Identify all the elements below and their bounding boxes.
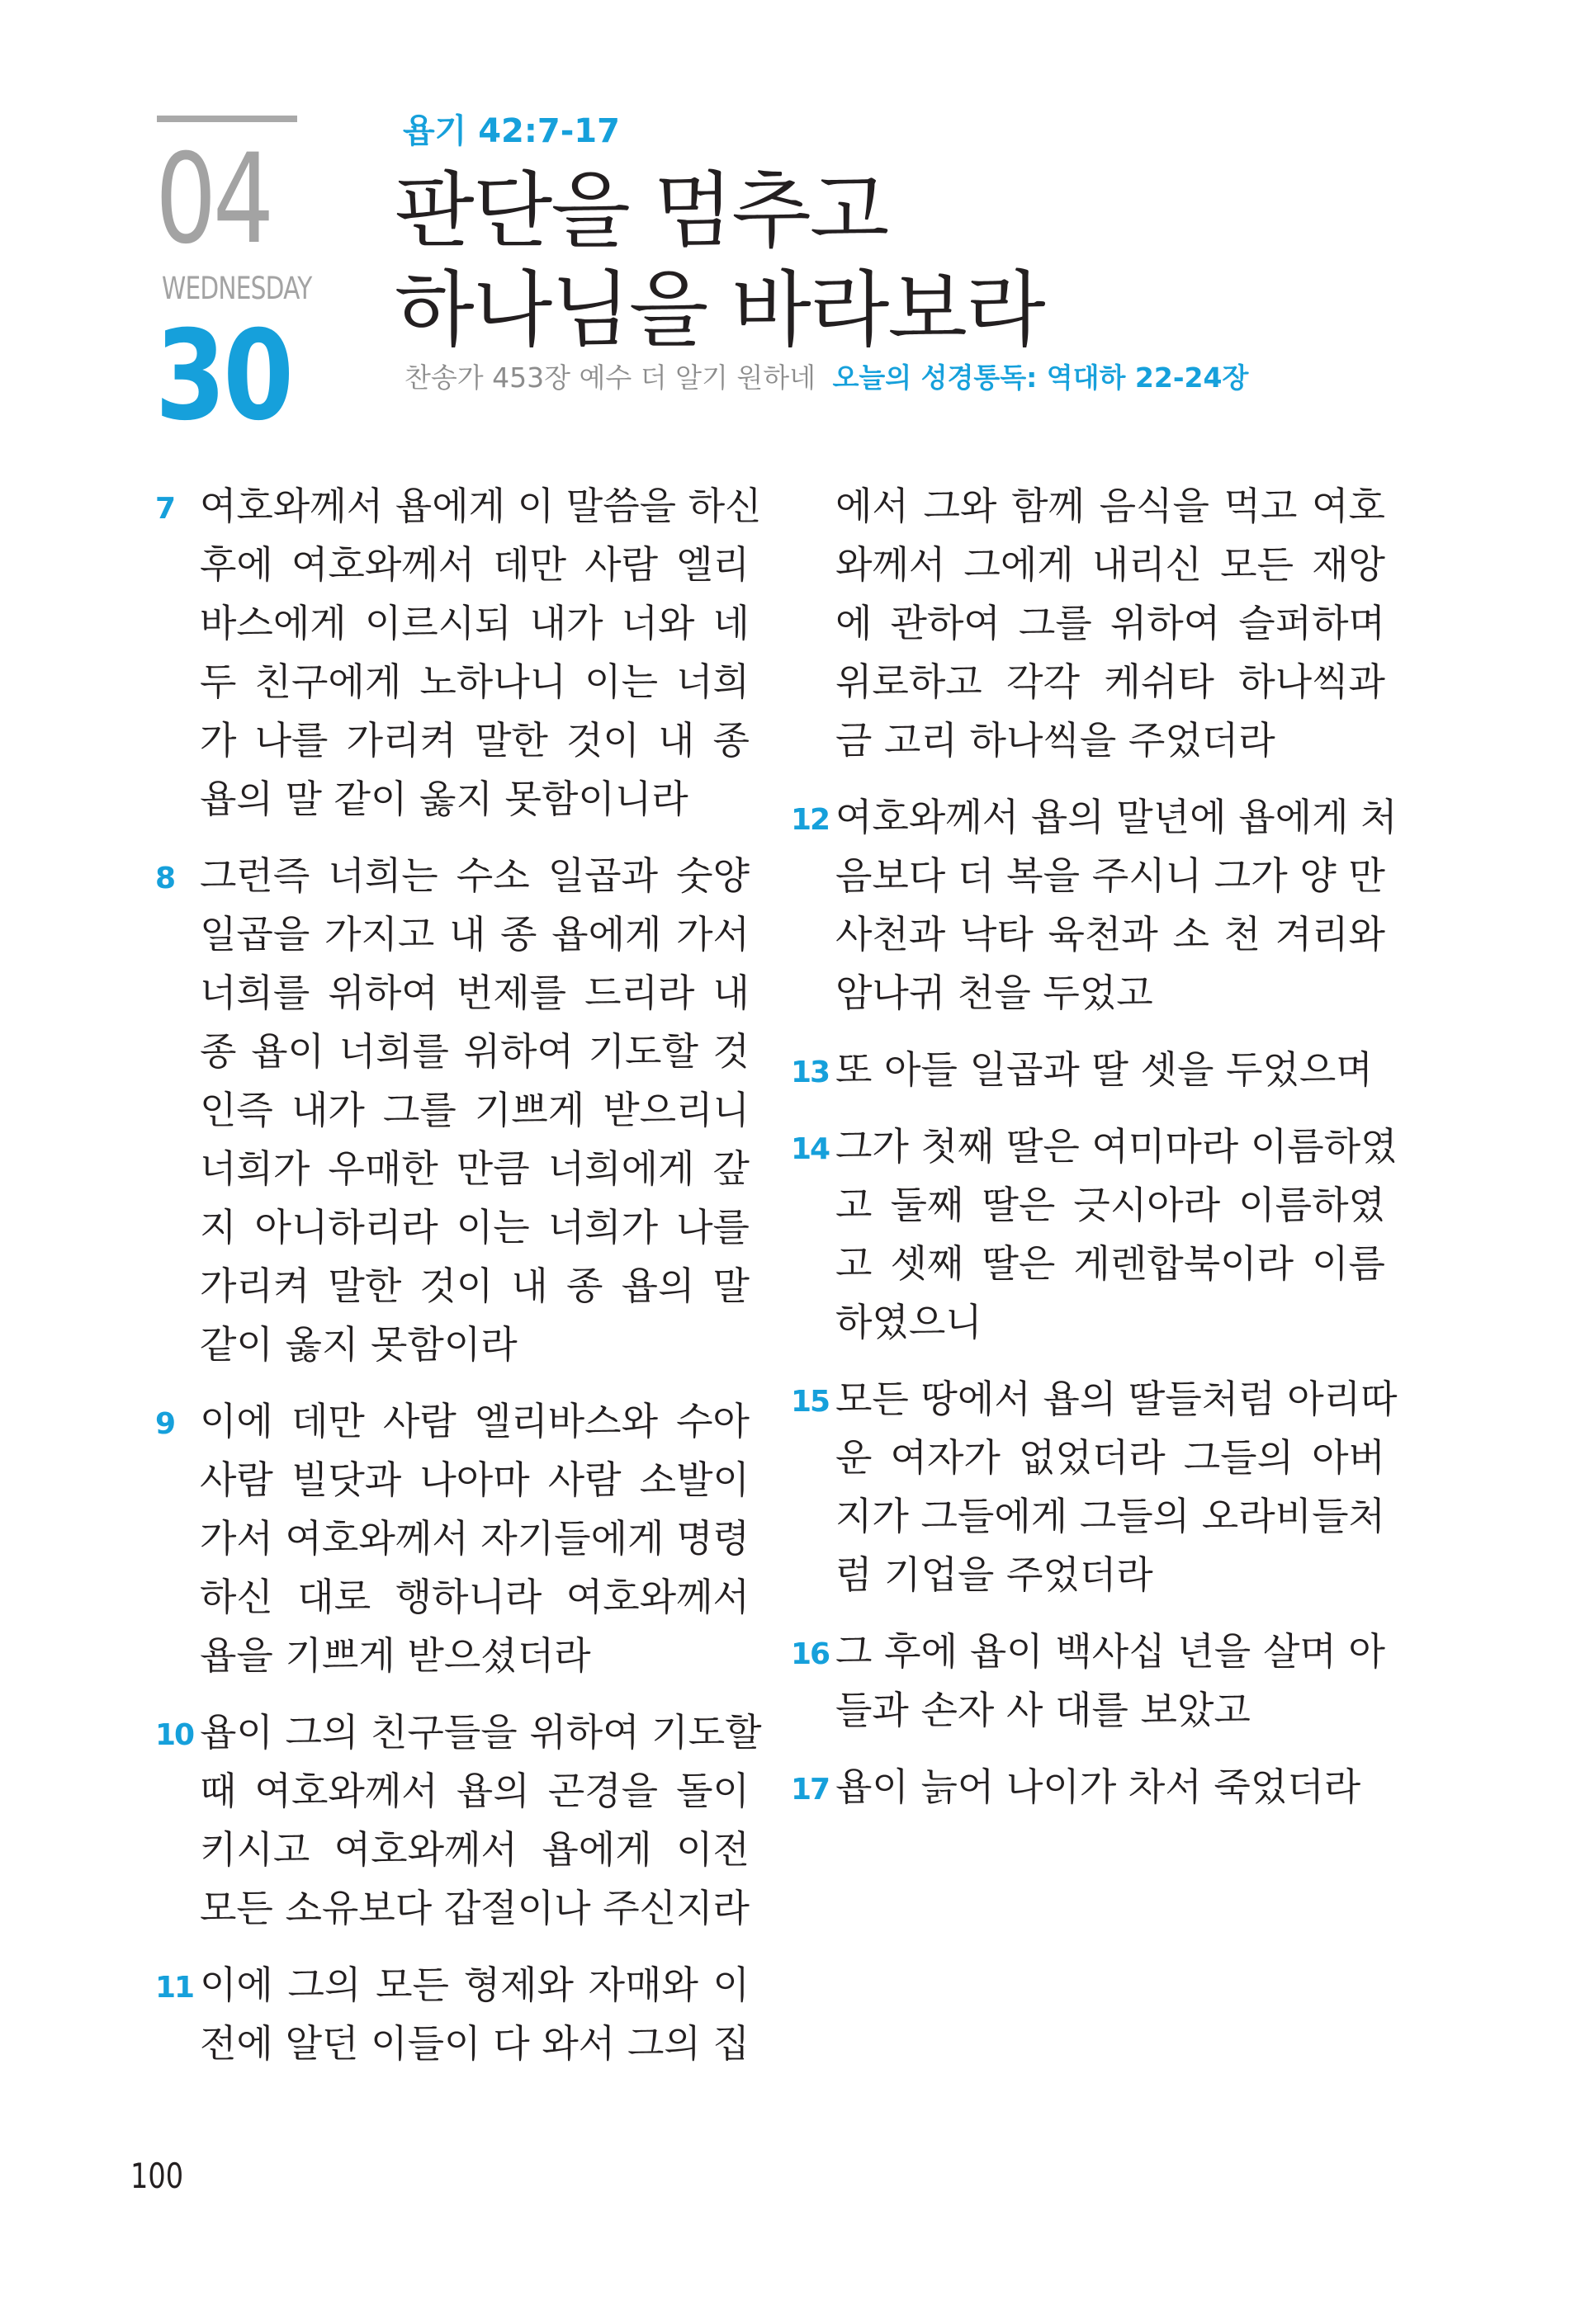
verse-line: 또 아들 일곱과 딸 셋을 두었으며 — [835, 1047, 1373, 1092]
verse-line: 모든 땅에서 욥의 딸들처럼 아리따 — [835, 1377, 1398, 1421]
verse-line: 가서 여호와께서 자기들에게 명령 — [200, 1516, 750, 1561]
verse-line: 그런즉 너희는 수소 일곱과 숫양 — [200, 853, 750, 898]
verse-line: 이에 그의 모든 형제와 자매와 이 — [200, 1963, 750, 2007]
verse-15 — [791, 1370, 1398, 1604]
verse-line: 고 셋째 딸은 게렌합북이라 이름 — [835, 1241, 1385, 1286]
verse-line: 욥의 말 같이 옳지 못함이니라 — [200, 777, 688, 821]
verse-line: 그가 첫째 딸은 여미마라 이름하였 — [835, 1124, 1398, 1169]
verse-7 — [155, 477, 762, 829]
verse-10 — [155, 1703, 762, 1938]
verse-line: 지 아니하리라 이는 너희가 나를 — [200, 1205, 750, 1249]
verse-number: 14 — [791, 1132, 830, 1166]
verse-line: 인즉 내가 그를 기쁘게 받으리니 — [200, 1088, 750, 1132]
verse-16 — [791, 1623, 1385, 1740]
left-column — [155, 477, 762, 2091]
verse-line: 그 후에 욥이 백사십 년을 살며 아 — [835, 1629, 1385, 1674]
verse-line: 운 여자가 없었더라 그들의 아버 — [835, 1435, 1385, 1480]
verse-number: 9 — [155, 1407, 175, 1441]
title-line-1: 판단을 멈추고 — [395, 163, 888, 259]
hymn-and-reading — [405, 360, 1248, 396]
verse-line: 고 둘째 딸은 긋시아라 이름하였 — [835, 1183, 1385, 1227]
verse-line: 때 여호와께서 욥의 곤경을 돌이 — [200, 1769, 750, 1813]
verse-line: 사천과 낙타 육천과 소 천 겨리와 — [835, 912, 1385, 957]
verse-line: 욥이 늙어 나이가 차서 죽었더라 — [835, 1764, 1361, 1809]
verse-line: 후에 여호와께서 데만 사람 엘리 — [200, 542, 750, 587]
verse-line: 럼 기업을 주었더라 — [835, 1552, 1153, 1597]
verse-number: 17 — [791, 1773, 830, 1807]
verse-11 — [155, 1956, 750, 2073]
verse-line: 욥을 기쁘게 받으셨더라 — [200, 1633, 591, 1678]
verse-number: 11 — [155, 1971, 194, 2005]
verse-number: 13 — [791, 1056, 830, 1089]
page-title — [395, 162, 1044, 360]
verse-line: 암나귀 천을 두었고 — [835, 971, 1153, 1015]
verse-line: 너희를 위하여 번제를 드리라 내 — [200, 971, 750, 1015]
verse-line: 에 관하여 그를 위하여 슬퍼하며 — [835, 601, 1385, 645]
verse-line: 와께서 그에게 내리신 모든 재앙 — [835, 542, 1385, 587]
month-number: 04 — [155, 128, 271, 272]
verse-line: 키시고 여호와께서 욥에게 이전 — [200, 1827, 750, 1872]
verse-line: 전에 알던 이들이 다 와서 그의 집 — [200, 2021, 750, 2066]
title-line-2: 하나님을 바라보라 — [395, 262, 1044, 358]
day-number: 30 — [155, 305, 291, 448]
verse-number: 10 — [155, 1718, 194, 1752]
verse-line: 가리켜 말한 것이 내 종 욥의 말 — [200, 1264, 750, 1308]
verse-number: 16 — [791, 1637, 830, 1671]
right-column — [791, 477, 1398, 1835]
verse-line: 두 친구에게 노하나니 이는 너희 — [200, 659, 750, 704]
verse-number: 7 — [155, 492, 175, 526]
verse-line: 바스에게 이르시되 내가 너와 네 — [200, 601, 750, 645]
verse-line: 종 욥이 너희를 위하여 기도할 것 — [200, 1029, 750, 1074]
verse-line: 위로하고 각각 케쉬타 하나씩과 — [835, 659, 1385, 704]
verse-line: 여호와께서 욥에게 이 말씀을 하신 — [200, 484, 762, 528]
daily-reading: 오늘의 성경통독: 역대하 22-24장 — [832, 361, 1249, 394]
verse-line: 욥이 그의 친구들을 위하여 기도할 — [200, 1710, 762, 1755]
hymn-text: 찬송가 453장 예수 더 알기 원하네 — [405, 361, 816, 394]
verse-line: 에서 그와 함께 음식을 먹고 여호 — [835, 484, 1385, 528]
weekday-label: WEDNESDAY — [162, 271, 312, 306]
verse-line: 여호와께서 욥의 말년에 욥에게 처 — [835, 795, 1398, 839]
date-divider-rule — [157, 116, 297, 122]
verse-line: 너희가 우매한 만큼 너희에게 갚 — [200, 1146, 750, 1191]
verse-line: 사람 빌닷과 나아마 사람 소발이 — [200, 1457, 750, 1502]
verse-14 — [791, 1117, 1398, 1352]
verse-line: 들과 손자 사 대를 보았고 — [835, 1688, 1251, 1732]
verse-number: 15 — [791, 1385, 830, 1419]
verse-8 — [155, 847, 750, 1374]
verse-line: 이에 데만 사람 엘리바스와 수아 — [200, 1399, 750, 1443]
verse-line: 지가 그들에게 그들의 오라비들처 — [835, 1494, 1385, 1538]
verse-11-continued — [791, 477, 1385, 770]
verse-13 — [791, 1041, 1385, 1099]
verse-9 — [155, 1392, 750, 1685]
verse-17 — [791, 1758, 1385, 1816]
verse-line: 가 나를 가리켜 말한 것이 내 종 — [200, 718, 750, 763]
verse-line: 음보다 더 복을 주시니 그가 양 만 — [835, 853, 1385, 898]
page-number: 100 — [130, 2156, 184, 2196]
verse-number: 12 — [791, 803, 830, 837]
verse-number: 8 — [155, 862, 175, 895]
verse-line: 금 고리 하나씩을 주었더라 — [835, 718, 1275, 763]
verse-line: 같이 옳지 못함이라 — [200, 1322, 518, 1367]
verse-12 — [791, 788, 1398, 1023]
verse-line: 모든 소유보다 갑절이나 주신지라 — [200, 1886, 750, 1930]
verse-line: 일곱을 가지고 내 종 욥에게 가서 — [200, 912, 750, 957]
verse-line: 하신 대로 행하니라 여호와께서 — [200, 1575, 750, 1619]
verse-line: 하였으니 — [835, 1300, 982, 1344]
scripture-reference: 욥기 42:7-17 — [403, 112, 620, 150]
